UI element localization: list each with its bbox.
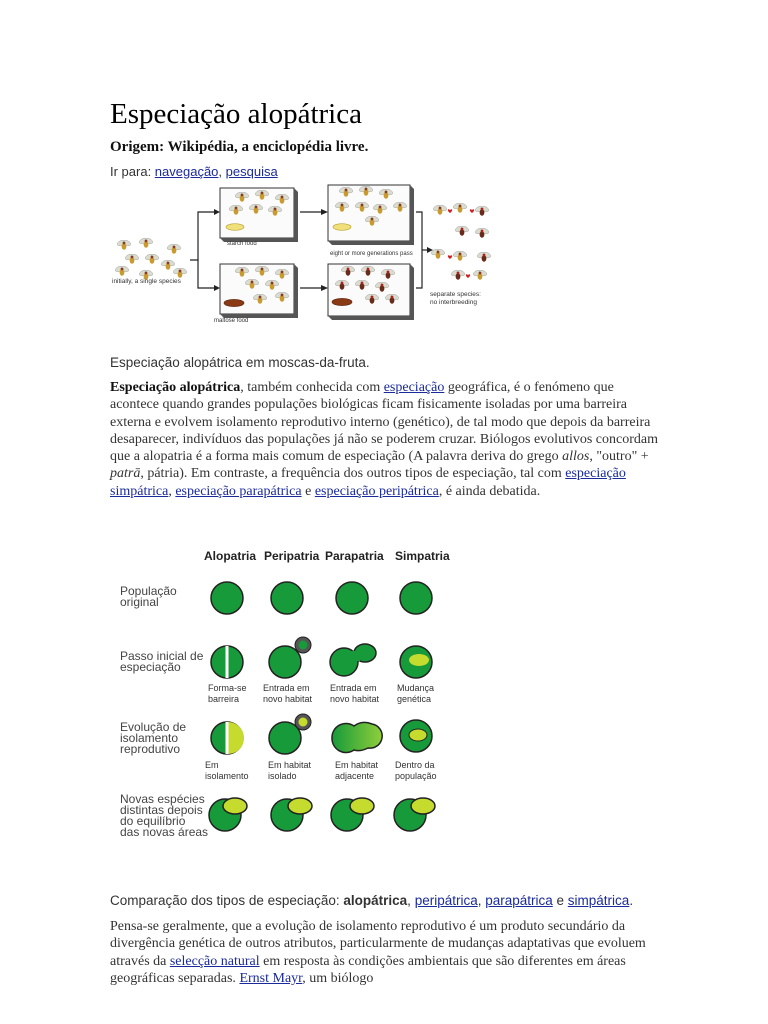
caption2-sep1: , bbox=[407, 893, 415, 908]
caption2-sep2: , bbox=[477, 893, 486, 908]
figure1-caption: Especiação alopátrica em moscas-da-fruta. bbox=[110, 355, 370, 370]
p1-text-2: geográfica, é o fenómeno que acontece quando grandes populações biológicas ficam fisicamente isoladas por uma barreira externa e evolvem isolamento reprodutivo interno (genético), de tal modo que depois da barreira desaparecer, indivíduos das populações já não se poderem cruzar. Biólogos evolutivos concordam que a alopatria é a forma mais comum de especiação (A palavra deriva do grego bbox=[110, 380, 658, 465]
p1-text-7: , é ainda debatida. bbox=[438, 483, 541, 499]
p1-allos: allos bbox=[562, 449, 590, 465]
label-initial: initially, a single species bbox=[112, 278, 181, 285]
evo-label-peri-b: isolado bbox=[268, 771, 297, 781]
p1-text-1: , também conhecida com bbox=[240, 380, 384, 395]
evo-label-alo-a: Em bbox=[205, 760, 219, 770]
caption2-bold: alopátrica bbox=[343, 893, 408, 908]
link-parapatrica[interactable]: parapátrica bbox=[485, 893, 553, 908]
search-link[interactable]: pesquisa bbox=[225, 164, 278, 179]
figure2-caption bbox=[110, 893, 633, 908]
step-label-alo-b: barreira bbox=[208, 694, 240, 704]
separate-species bbox=[430, 202, 491, 279]
pop-original-parapatria bbox=[336, 582, 368, 614]
arrow-up-path bbox=[190, 212, 214, 260]
p2-text-1: Pensa-se geralmente, que a evolução de isolamento reprodutivo é um produto secundário da divergência genética de outros atributos, particularmente de mudanças adaptativas que evoluem através da bbox=[110, 919, 646, 969]
label-separate-1: separate species: bbox=[430, 291, 481, 298]
step-label-para-a: Entrada em bbox=[330, 683, 377, 693]
row3-label-b: isolamento bbox=[120, 731, 179, 745]
link-seleccao-natural[interactable]: selecção natural bbox=[169, 953, 260, 969]
arrow-down-path bbox=[198, 260, 214, 288]
p1-text-3: , "outro" + bbox=[589, 449, 649, 465]
step-label-alo-a: Forma-se bbox=[208, 683, 247, 693]
link-especiacao-parapatrica[interactable]: especiação parapátrica bbox=[175, 483, 302, 499]
new-species-row bbox=[209, 798, 435, 831]
col-parapatria: Parapatria bbox=[325, 549, 384, 563]
page-title: Especiação alopátrica bbox=[110, 98, 362, 130]
jump-separator: , bbox=[218, 164, 226, 179]
caption2-end: . bbox=[629, 893, 634, 908]
box-maltose-later bbox=[328, 264, 414, 320]
arrow-up-head bbox=[214, 209, 220, 215]
col-simpatria: Simpatria bbox=[395, 549, 450, 563]
speciation-comparison-figure[interactable] bbox=[110, 540, 460, 840]
step-simpatria bbox=[400, 646, 432, 678]
step-parapatria bbox=[330, 644, 376, 676]
p1-patra: patrā bbox=[110, 466, 141, 482]
evo-label-para-a: Em habitat bbox=[335, 760, 379, 770]
col-alopatria: Alopatria bbox=[204, 549, 257, 563]
bold-term: Especiação alopátrica bbox=[110, 380, 241, 395]
box-starch-start bbox=[220, 188, 298, 242]
label-maltose: maltose food bbox=[214, 318, 249, 324]
evo-label-alo-b: isolamento bbox=[205, 771, 249, 781]
p2-text-2: em resposta às condições ambientais que são diferentes em áreas geográficas separadas. bbox=[110, 953, 626, 986]
p1-text-5: , bbox=[168, 483, 176, 499]
navigation-link[interactable]: navegação bbox=[154, 164, 219, 179]
row4-label-b: distintas depois bbox=[120, 803, 203, 817]
step-peripatria bbox=[269, 637, 311, 678]
step-label-sim-b: genética bbox=[397, 694, 432, 704]
fruit-fly-speciation-figure[interactable] bbox=[110, 180, 510, 330]
label-separate-2: no interbreeding bbox=[430, 299, 477, 306]
row1-label-b: original bbox=[120, 595, 159, 609]
step-label-peri-a: Entrada em bbox=[263, 683, 310, 693]
row4-label-a: Novas espécies bbox=[120, 792, 205, 806]
link-especiacao-peripatrica[interactable]: especiação peripátrica bbox=[314, 483, 439, 499]
paragraph-2 bbox=[110, 918, 666, 987]
row2-label-b: especiação bbox=[120, 660, 181, 674]
p2-text-3: , um biólogo bbox=[302, 970, 374, 986]
link-simpatrica[interactable]: simpátrica bbox=[567, 893, 630, 908]
col-peripatria: Peripatria bbox=[264, 549, 320, 563]
pop-original-alopatria bbox=[211, 582, 243, 614]
pop-original-simpatria bbox=[400, 582, 432, 614]
arrow-down-head bbox=[214, 285, 220, 291]
row2-label-a: Passo inicial de bbox=[120, 649, 204, 663]
paragraph-1 bbox=[110, 379, 666, 500]
initial-population bbox=[114, 237, 187, 279]
row3-label-c: reprodutivo bbox=[120, 742, 181, 756]
evo-alopatria bbox=[211, 722, 244, 754]
jump-links bbox=[110, 164, 278, 179]
link-ernst-mayr[interactable]: Ernst Mayr bbox=[239, 970, 303, 986]
jump-prefix: Ir para: bbox=[110, 164, 155, 179]
row4-label-c: do equilíbrio bbox=[120, 814, 186, 828]
row3-label-a: Evolução de bbox=[120, 720, 187, 734]
caption2-sep3: e bbox=[552, 893, 568, 908]
box-maltose-start bbox=[220, 264, 298, 318]
evo-parapatria bbox=[332, 722, 382, 752]
p1-text-4: , pátria). Em contraste, a frequência dos outros tipos de especiação, tal com bbox=[140, 466, 566, 482]
page-subtitle: Origem: Wikipédia, a enciclopédia livre. bbox=[110, 139, 369, 155]
evo-peripatria bbox=[269, 714, 311, 754]
label-starch: starch food bbox=[227, 241, 257, 247]
box-starch-later bbox=[328, 185, 414, 245]
step-label-peri-b: novo habitat bbox=[263, 694, 313, 704]
evo-label-sim-a: Dentro da bbox=[395, 760, 435, 770]
link-peripatrica[interactable]: peripátrica bbox=[414, 893, 478, 908]
row4-label-d: das novas áreas bbox=[120, 825, 209, 839]
merge-bracket bbox=[416, 212, 422, 288]
step-alopatria bbox=[211, 646, 243, 678]
row1-label-a: População bbox=[120, 584, 177, 598]
label-generations: eight or more generations pass bbox=[330, 251, 413, 257]
caption2-prefix: Comparação dos tipos de especiação: bbox=[110, 893, 344, 908]
step-label-para-b: novo habitat bbox=[330, 694, 380, 704]
evo-label-para-b: adjacente bbox=[335, 771, 375, 781]
p1-text-6: e bbox=[301, 483, 315, 499]
step-label-sim-a: Mudança bbox=[397, 683, 435, 693]
link-especiacao[interactable]: especiação bbox=[383, 380, 445, 395]
link-especiacao-simpatrica[interactable]: especiação simpátrica bbox=[110, 466, 626, 499]
evo-label-peri-a: Em habitat bbox=[268, 760, 312, 770]
evo-label-sim-b: população bbox=[395, 771, 437, 781]
evo-simpatria bbox=[400, 720, 432, 752]
pop-original-peripatria bbox=[271, 582, 303, 614]
